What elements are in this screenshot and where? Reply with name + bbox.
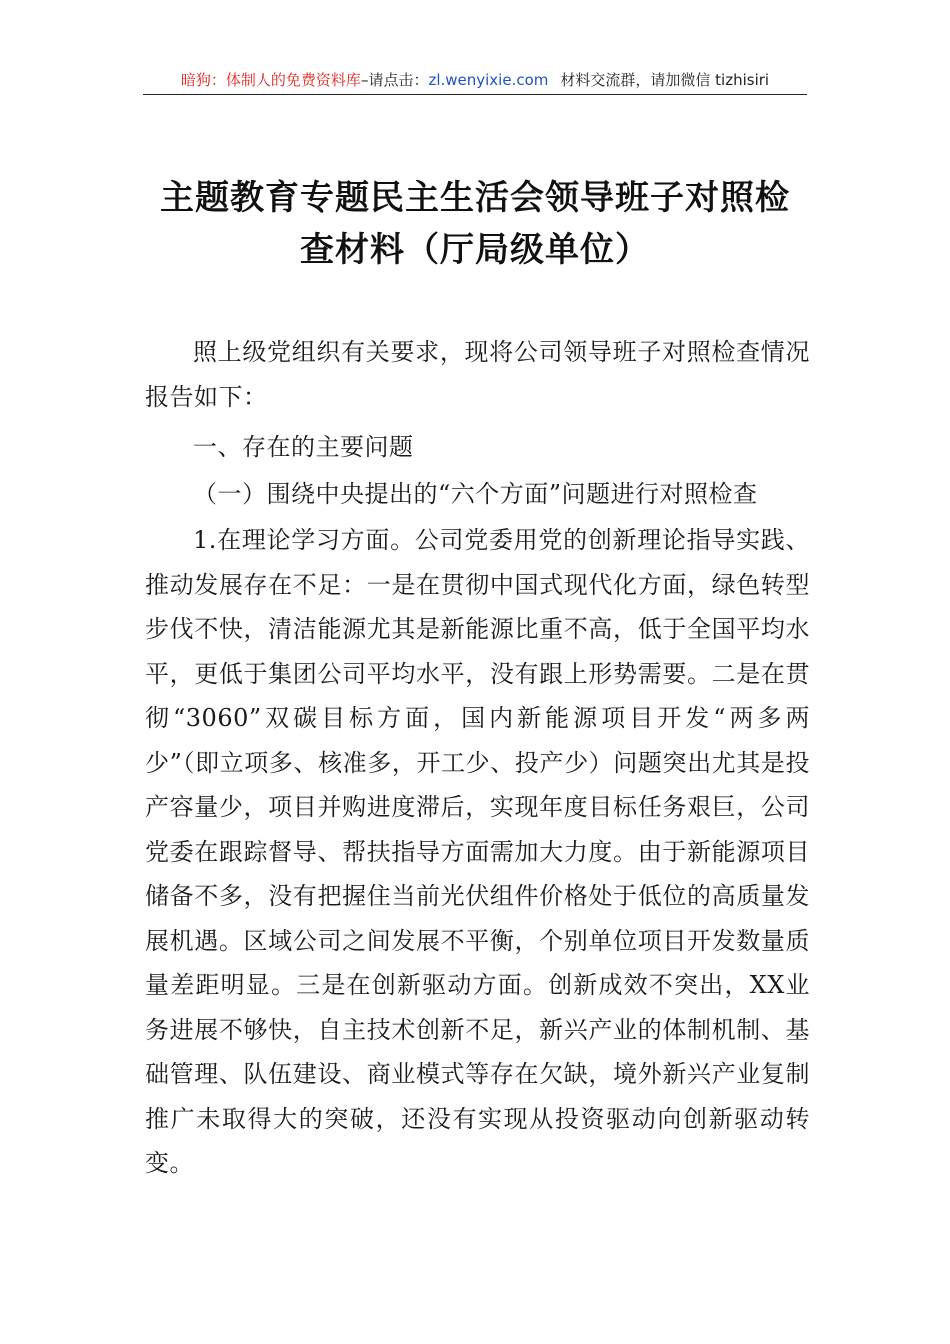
- subsection-heading: （一）围绕中央提出的“六个方面”问题进行对照检查: [193, 479, 758, 508]
- document-body: [145, 330, 810, 1186]
- document-title-line1: 主题教育专题民主生活会领导班子对照检: [160, 178, 790, 218]
- header-wechat-note: 材料交流群，请加微信 tizhisiri: [560, 71, 770, 89]
- document-title-line2: 查材料（厅局级单位）: [300, 230, 650, 270]
- header-site-name: 暗狗：体制人的免费资料库: [180, 71, 361, 89]
- body-paragraph: 1.在理论学习方面。公司党委用党的创新理论指导实践、推动发展存在不足：一是在贯彻中国式现代化方面，绿色转型步伐不快，清洁能源尤其是新能源比重不高，低于全国平均水平，更低于集团公司平均水平，没有跟上形势需要。二是在贯彻“3060”双碳目标方面，国内新能源项目开发“两多两少”（即立项多、核准多，开工少、投产少）问题突出尤其是投产容量少，项目并购进度滞后，实现年度目标任务艰巨，公司党委在跟踪督导、帮扶指导方面需加大力度。由于新能源项目储备不多，没有把握住当前光伏组件价格处于低位的高质量发展机遇。区域公司之间发展不平衡，个别单位项目开发数量质量差距明显。三是在创新驱动方面。创新成效不突出，XX业务进展不够快，自主技术创新不足，新兴产业的体制机制、基础管理、队伍建设、商业模式等存在欠缺，境外新兴产业复制推广未取得大的突破，还没有实现从投资驱动向创新驱动转变。: [145, 526, 810, 1177]
- header-url-link[interactable]: zl.wenyixie.com: [428, 71, 549, 89]
- document-title: [130, 172, 820, 276]
- section-heading: 一、存在的主要问题: [193, 433, 414, 461]
- intro-paragraph: 照上级党组织有关要求，现将公司领导班子对照检查情况报告如下：: [145, 338, 810, 411]
- header-prompt: –请点击：: [360, 71, 429, 89]
- page-header: [143, 66, 807, 95]
